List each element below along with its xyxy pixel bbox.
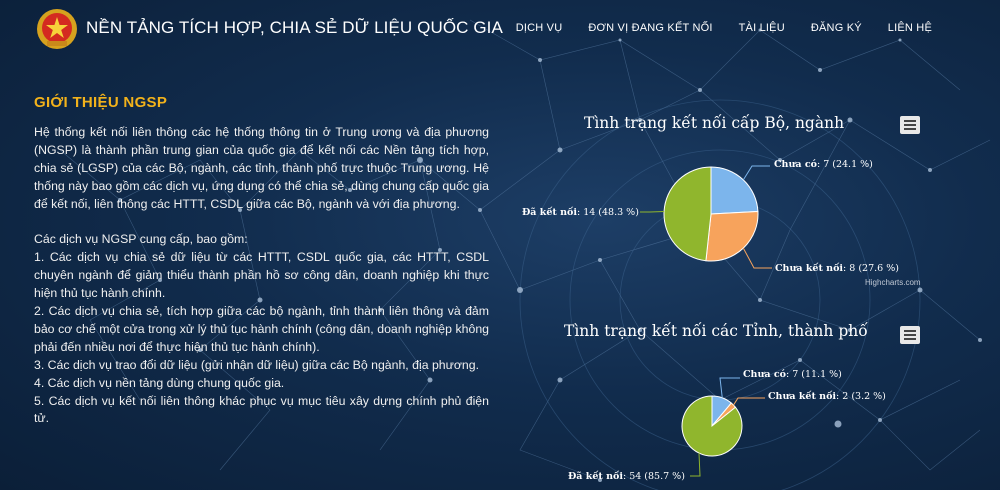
service-item: 2. Các dịch vụ chia sẻ, tích hợp giữa các bộ ngành, tỉnh thành liên thông và đảm bảo cơ chế một cửa trong xử lý thủ tục hành chính (công dân, doanh nghiệp không phải đến nhiều nơi để thực hiện thủ tục hành chính).	[34, 304, 489, 354]
pie1-label-chua-ket-noi: Chưa kết nối: 8 (27.6 %)	[775, 263, 899, 274]
site-title[interactable]: NỀN TẢNG TÍCH HỢP, CHIA SẺ DỮ LIỆU QUỐC GIA	[86, 18, 503, 37]
nav-item-tai-lieu[interactable]: TÀI LIỆU	[738, 22, 785, 34]
service-item: 5. Các dịch vụ kết nối liên thông khác phục vụ mục tiêu xây dựng chính phủ điện tử.	[34, 393, 489, 426]
highcharts-credits[interactable]: Highcharts.com	[865, 278, 921, 287]
national-emblem-logo[interactable]	[36, 8, 78, 50]
intro-heading: GIỚI THIỆU NGSP	[34, 94, 168, 111]
nav-item-dich-vu[interactable]: DỊCH VỤ	[515, 22, 563, 34]
service-item: 3. Các dịch vụ trao đổi dữ liệu (gửi nhận dữ liệu) giữa các Bộ ngành, địa phương.	[34, 357, 480, 372]
intro-paragraph: Hệ thống kết nối liên thông các hệ thống thông tin ở Trung ương và địa phương (NGSP) là thành phần trung gian của quốc gia để kết nối các Nền tảng tích hợp, chia sẻ (LGSP) của các Bộ, ngành, các tỉnh, thành phố trực thuộc Trung ương. Hệ thống này bao gồm các dịch vụ, ứng dụng có thể chia sẻ, dùng chung cấp quốc gia để kết nối, liên thông các HTTT, CSDL giữa các Bộ, ngành và với địa phương.	[34, 125, 489, 211]
pie2-label-chua-co: Chưa có: 7 (11.1 %)	[743, 369, 842, 380]
chart-menu-icon[interactable]	[900, 116, 920, 134]
chart-menu-icon[interactable]	[900, 326, 920, 344]
chart-title-provinces: Tình trạng kết nối các Tỉnh, thành phố	[564, 322, 868, 340]
nav-item-lien-he[interactable]: LIÊN HỆ	[887, 22, 932, 34]
pie1-label-da-ket-noi: Đã kết nối: 14 (48.3 %)	[522, 207, 639, 218]
intro-body	[34, 124, 489, 428]
main-nav	[490, 22, 932, 34]
site-header	[0, 0, 1000, 60]
nav-item-dang-ky[interactable]: ĐĂNG KÝ	[810, 22, 862, 34]
pie1-label-chua-co: Chưa có: 7 (24.1 %)	[774, 159, 873, 170]
service-item: 4. Các dịch vụ nền tảng dùng chung quốc gia.	[34, 375, 285, 390]
pie2-label-chua-ket-noi: Chưa kết nối: 2 (3.2 %)	[768, 391, 886, 402]
chart-title-ministries: Tình trạng kết nối cấp Bộ, ngành	[584, 114, 845, 132]
pie2-label-da-ket-noi: Đã kết nối: 54 (85.7 %)	[568, 471, 685, 482]
nav-item-don-vi-dang-ket-noi[interactable]: ĐƠN VỊ ĐANG KẾT NỐI	[588, 22, 713, 34]
service-item: 1. Các dịch vụ chia sẻ dữ liệu từ các HTTT, CSDL quốc gia, các HTTT, CSDL chuyên ngành để giảm thiểu thành phần hồ sơ công dân, doanh nghiệp khi thực hiện thủ tục hành chính.	[34, 250, 489, 301]
services-heading: Các dịch vụ NGSP cung cấp, bao gồm:	[34, 232, 248, 247]
